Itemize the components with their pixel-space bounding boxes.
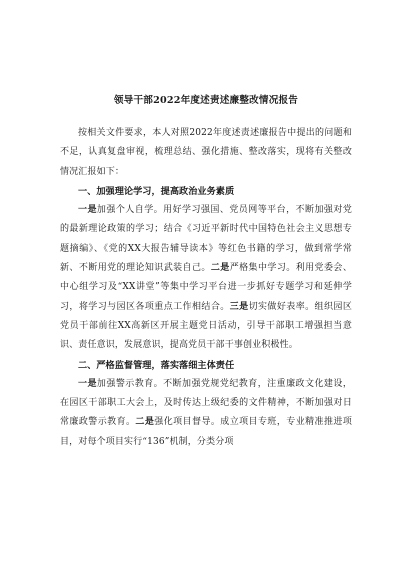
section-1-lead-1: 一是 bbox=[78, 205, 97, 216]
intro-paragraph: 按相关文件要求，本人对照2022年度述责述廉报告中提出的问题和不足，认真复盘审视，梳理总结、强化措施、整改落实，现将有关整改情况汇报如下： bbox=[60, 128, 352, 177]
section-1-heading: 一、加强理论学习，提高政治业务素质 bbox=[78, 185, 235, 197]
section-2-paragraph bbox=[60, 375, 352, 452]
document-body bbox=[60, 92, 352, 452]
section-2-heading: 二、严格监督管理，落实落细主体责任 bbox=[78, 359, 235, 371]
section-2-text-1: 加强警示教育。不断加强党规党纪教育，注重廉政文化建设，在园区干部职工大会上，及时传达上级纪委的文件精神，不断加强对日常廉政警示教育。 bbox=[60, 378, 352, 428]
section-1-text-1: 加强个人自学。用好学习强国、党员网等平台，不断加强对党的最新理论政策的学习；结合《习近平新时代中国特色社会主义思想专题摘编》、《党的XX大报告辅导读本》等红色书籍的学习，做到常学常新、不断用党的理论知识武装自己。 bbox=[60, 205, 352, 274]
section-1-lead-3: 三是 bbox=[229, 301, 249, 312]
section-2-lead-1: 一是 bbox=[78, 378, 97, 389]
document-title: 领导干部2022年度述责述廉整改情况报告 bbox=[113, 95, 299, 106]
section-1-lead-2: 二是 bbox=[210, 263, 230, 274]
section-2-lead-2: 二是 bbox=[135, 417, 155, 428]
section-1-text-3: 切实做好表率。组织园区党员干部前往XX高新区开展主题党日活动，引导干部职工增强担当意识、责任意识，发展意识，提高党员干部干事创业积极性。 bbox=[60, 301, 352, 351]
section-2-text-2: 强化项目督导。成立项目专班，专业精准推进项目，对每个项目实行“136”机制，分类分项 bbox=[60, 417, 352, 447]
section-1-text-2: 严格集中学习。利用党委会、中心组学习及“XX讲堂”等集中学习平台进一步抓好专题学习和延伸学习，将学习与园区各项重点工作相结合。 bbox=[60, 263, 352, 312]
section-1-paragraph bbox=[60, 201, 352, 355]
